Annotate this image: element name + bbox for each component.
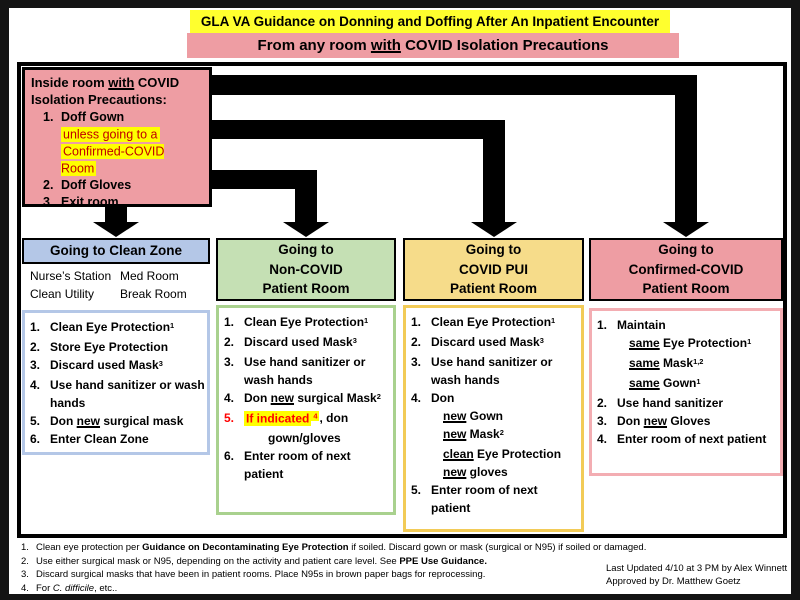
text-segment: new	[76, 414, 101, 428]
text-segment: gown/gloves	[268, 431, 341, 445]
text-segment: Mask	[466, 427, 500, 441]
list-item-number: 2.	[224, 335, 235, 349]
list-item-line	[244, 391, 381, 405]
list-item-line	[61, 178, 131, 192]
list-item-number: 3.	[43, 195, 54, 209]
list-item-number: 3.	[597, 414, 608, 428]
list-item-text	[431, 353, 579, 389]
list-item-number: 5.	[30, 414, 41, 428]
list-item	[597, 430, 778, 448]
arrow-shaft-to-confirmed-covid	[675, 75, 697, 222]
list-item	[14, 541, 786, 555]
arrow-arm-to-covid-pui	[208, 120, 505, 139]
list-item-text	[61, 194, 203, 211]
text-segment: Enter room of next patient	[244, 449, 351, 481]
list-item-line	[36, 542, 646, 553]
arrow-head-to-non-covid	[283, 222, 329, 237]
list-item	[30, 430, 205, 448]
list-item	[30, 376, 205, 412]
text-segment: 3	[158, 358, 163, 368]
text-line: Nurse’s Station	[30, 269, 112, 283]
list-item-line	[50, 340, 168, 354]
text-segment: 4	[313, 411, 318, 421]
list-item-number: 1.	[411, 315, 422, 329]
list-item-line	[244, 449, 351, 481]
list-item-line	[629, 334, 778, 354]
text-line: Going to Clean Zone	[50, 243, 182, 258]
text-segment: COVID Isolation Precautions:	[31, 75, 180, 107]
text-line: Patient Room	[449, 281, 537, 296]
text-segment: C. difficile	[52, 582, 95, 594]
text-segment: Enter room of next patient	[431, 483, 538, 515]
rich-text	[258, 37, 609, 54]
list-item	[411, 353, 579, 389]
list-item-line	[244, 355, 365, 387]
text-segment: Eye Protection	[473, 447, 562, 461]
list-item	[30, 356, 205, 376]
list-item-text	[61, 109, 203, 177]
list-item-number: 1.	[43, 110, 54, 124]
text-segment: new	[443, 409, 467, 423]
list-item-line	[431, 315, 555, 329]
text-segment: Gown	[659, 376, 697, 390]
text-segment: , don	[319, 411, 349, 425]
steps-non-covid	[216, 305, 396, 515]
steps-covid-pui	[403, 305, 584, 532]
list-item-number: 3.	[30, 358, 41, 372]
start-box-title	[31, 74, 203, 108]
list-item-number: 6.	[30, 432, 41, 446]
list-item-line	[431, 391, 454, 405]
list-item-number: 4.	[597, 432, 608, 446]
list-item-line	[61, 110, 124, 124]
list-item-line	[629, 354, 778, 374]
list-item	[43, 177, 203, 194]
text-segment: From any room	[257, 37, 371, 54]
text-segment: 2	[499, 427, 504, 437]
list-item-line	[431, 355, 552, 387]
list-item-line	[268, 429, 391, 447]
header-confirmed-covid	[589, 238, 783, 301]
list-item-text	[431, 389, 579, 481]
text-line: Going to	[658, 242, 714, 257]
text-segment: 1	[696, 376, 701, 386]
list-item-line	[61, 126, 203, 143]
text-segment: 2	[376, 391, 381, 401]
list-item-line	[50, 358, 163, 372]
text-segment: new	[443, 427, 467, 441]
list-item-line	[431, 483, 538, 515]
text-line: Patient Room	[642, 281, 730, 296]
list-item	[411, 333, 579, 353]
text-segment: same	[629, 356, 660, 370]
text-line: Break Room	[120, 287, 187, 301]
list-item-text	[244, 409, 391, 447]
list-item-text	[244, 447, 391, 483]
text-line: Going to	[465, 242, 522, 257]
text-segment: Guidance on Decontaminating Eye Protection	[142, 542, 349, 553]
text-line: Med Room	[120, 269, 179, 283]
text-segment: 1	[747, 336, 752, 346]
rich-text	[31, 75, 179, 107]
subtitle	[187, 33, 679, 58]
text-segment: Doff Gown	[61, 110, 125, 124]
text-line: Non-COVID	[269, 261, 343, 277]
start-box	[22, 67, 212, 207]
list-item-line	[36, 583, 117, 594]
text-segment: new	[270, 391, 295, 405]
screen-edge-top	[0, 0, 800, 8]
list-item-number: 2.	[43, 178, 54, 192]
list-item-number: 5.	[224, 411, 235, 425]
list-item-number: 2.	[597, 396, 608, 410]
text-line: Patient Room	[262, 281, 350, 296]
list-item-text	[617, 412, 778, 430]
list-item-number: 1.	[224, 315, 235, 329]
list-item	[411, 313, 579, 333]
list-item	[597, 412, 778, 430]
arrow-head-to-clean-zone	[93, 222, 139, 237]
text-segment: Clean eye protection per	[36, 542, 143, 553]
list-item-text	[50, 412, 205, 430]
text-segment: Inside room	[31, 75, 109, 90]
text-segment: PPE Use Guidance.	[399, 555, 487, 567]
text-segment: If indicated	[246, 411, 310, 425]
text-segment: Confirmed-COVID Room	[61, 144, 165, 175]
list-item-number: 2.	[30, 340, 41, 354]
steps-confirmed-covid	[589, 308, 783, 476]
text-segment: Use hand sanitizer or wash hands	[431, 355, 553, 387]
text-segment: Clean Eye Protection	[431, 315, 552, 329]
list-item-text	[244, 389, 391, 409]
list-item-number: 1.	[21, 542, 29, 553]
list-item-line	[443, 425, 579, 445]
list-item	[43, 109, 203, 177]
text-segment: Doff Gloves	[61, 178, 132, 192]
list-item	[30, 412, 205, 430]
text-segment: new	[443, 465, 467, 479]
text-segment: Gown	[466, 409, 504, 423]
list-item-text	[431, 313, 579, 333]
list-item	[411, 389, 579, 481]
list-item-text	[244, 333, 391, 353]
credits-updated: Last Updated 4/10 at 3 PM by Alex Winnett	[606, 563, 788, 574]
list-item-text	[431, 481, 579, 517]
text-segment: Use hand sanitizer or wash hands	[50, 378, 205, 410]
list-item-line	[244, 315, 368, 329]
text-segment: surgical mask	[100, 414, 184, 428]
list-item-line	[617, 318, 666, 332]
list-item-number: 3.	[411, 355, 422, 369]
text-segment: Exit room	[61, 195, 119, 209]
list-item-line	[443, 445, 579, 463]
text-segment: Discard used Mask	[50, 358, 159, 372]
list-item-text	[50, 338, 205, 356]
text-segment: Mask	[659, 356, 694, 370]
text-segment: with	[370, 37, 401, 54]
list-item-number: 5.	[411, 483, 422, 497]
list-item-line	[443, 407, 579, 425]
text-segment: Don	[617, 414, 644, 428]
list-item-line	[50, 320, 174, 334]
list-item-number: 3.	[21, 569, 29, 580]
text-segment: 3	[352, 335, 357, 345]
list-item-number: 2.	[411, 335, 422, 349]
list-item-number: 4.	[224, 391, 235, 405]
text-segment: Use hand sanitizer	[617, 396, 724, 410]
header-non-covid	[216, 238, 396, 301]
list-item-number: 4.	[30, 378, 41, 392]
text-segment: For	[36, 582, 53, 594]
list-item-line	[244, 335, 357, 349]
list-item	[224, 409, 391, 447]
text-segment: Use hand sanitizer or wash hands	[244, 355, 366, 387]
list-item-line	[617, 396, 723, 410]
list-item-number: 4.	[21, 582, 29, 594]
list-item	[224, 447, 391, 483]
list-item-text	[617, 394, 778, 412]
clean-zone-room-labels	[24, 267, 208, 303]
text-segment: new	[643, 414, 668, 428]
text-segment: Maintain	[617, 318, 666, 332]
text-segment: clean	[443, 447, 474, 461]
list-item	[30, 318, 205, 338]
list-item-number: 1.	[597, 318, 608, 332]
list-item-line	[443, 463, 579, 481]
list-item-number: 4.	[411, 391, 422, 405]
text-segment: COVID Isolation Precautions	[400, 37, 609, 54]
header-covid-pui	[403, 238, 584, 301]
list-item-number: 2.	[21, 555, 29, 567]
text-segment: Clean Eye Protection	[244, 315, 365, 329]
start-box-steps	[43, 109, 203, 211]
text-segment: Discard used Mask	[244, 335, 353, 349]
text-segment: surgical Mask	[294, 391, 377, 405]
list-item	[224, 353, 391, 389]
list-item-line	[617, 432, 766, 446]
list-item-line	[61, 195, 119, 209]
text-segment: Gloves	[667, 414, 711, 428]
text-segment: Discard surgical masks that have been in patient rooms. Place N95s in brown paper bags for reprocessing.	[36, 569, 486, 580]
arrow-shaft-to-covid-pui	[483, 120, 505, 222]
text-segment: 1	[170, 320, 175, 330]
screen-edge-right	[791, 0, 800, 600]
text-segment: Don	[244, 391, 271, 405]
text-segment: unless going to a	[63, 127, 158, 141]
list-item	[411, 481, 579, 517]
text-segment: gloves	[466, 465, 508, 479]
text-segment: Enter room of next patient	[617, 432, 767, 446]
text-segment: 1	[551, 315, 556, 325]
screen-edge-left	[0, 0, 9, 600]
list-item-line	[629, 374, 778, 394]
list-item-line	[617, 414, 710, 428]
list-item-number: 1.	[30, 320, 41, 334]
list-item-text	[36, 541, 786, 555]
text-segment: same	[629, 336, 660, 350]
text-segment: Store Eye Protection	[50, 340, 169, 354]
list-item-text	[617, 430, 778, 448]
text-segment: 3	[539, 335, 544, 345]
list-item-text	[50, 376, 205, 412]
text-segment: Clean Eye Protection	[50, 320, 171, 334]
list-item-line	[36, 569, 485, 580]
text-segment: if soiled. Discard gown or mask (surgical or N95) if soiled or damaged.	[348, 542, 647, 553]
steps-clean-zone	[22, 310, 210, 455]
arrow-arm-to-confirmed-covid	[208, 75, 697, 95]
list-item-line	[431, 335, 544, 349]
arrow-head-to-covid-pui	[471, 222, 517, 237]
text-segment: Don	[50, 414, 77, 428]
credits	[606, 562, 787, 588]
list-item-number: 3.	[224, 355, 235, 369]
text-line: Going to	[278, 242, 334, 257]
list-item	[597, 394, 778, 412]
list-item-text	[244, 353, 391, 389]
list-item-text	[50, 430, 205, 448]
text-segment: Use either surgical mask or N95, depending on the activity and patient care level. See	[36, 555, 400, 567]
text-line: Confirmed-COVID	[628, 261, 744, 277]
list-item-line	[61, 143, 203, 177]
text-segment: same	[629, 376, 660, 390]
text-segment: 1	[364, 315, 369, 325]
list-item-line	[50, 414, 183, 428]
list-item-line	[36, 556, 487, 567]
header-clean-zone	[22, 238, 210, 264]
list-item-text	[244, 313, 391, 333]
credits-approved: Approved by Dr. Matthew Goetz	[606, 576, 741, 587]
list-item-line	[50, 432, 149, 446]
list-item-text	[431, 333, 579, 353]
list-item	[224, 313, 391, 333]
list-item	[224, 389, 391, 409]
list-item-text	[61, 177, 203, 194]
text-segment: Enter Clean Zone	[50, 432, 149, 446]
text-line: COVID PUI	[458, 261, 528, 277]
text-segment: Don	[431, 391, 455, 405]
arrow-shaft-to-non-covid	[295, 170, 317, 222]
list-item-line	[50, 378, 205, 410]
list-item-text	[50, 356, 205, 376]
text-segment: Discard used Mask	[431, 335, 540, 349]
clean-zone-rooms-left	[24, 267, 120, 303]
list-item	[43, 194, 203, 211]
text-segment: with	[108, 75, 135, 90]
list-item-number: 6.	[224, 449, 235, 463]
list-item-text	[617, 316, 778, 394]
text-segment: 1,2	[693, 356, 704, 366]
list-item	[597, 316, 778, 394]
list-item	[224, 333, 391, 353]
list-item-text	[50, 318, 205, 338]
text-segment: , etc..	[94, 582, 118, 594]
list-item-line	[244, 411, 348, 425]
clean-zone-rooms-right	[120, 267, 208, 303]
main-title: GLA VA Guidance on Donning and Doffing After An Inpatient Encounter	[190, 10, 670, 33]
list-item	[30, 338, 205, 356]
arrow-head-to-confirmed-covid	[663, 222, 709, 237]
text-line: Clean Utility	[30, 287, 95, 301]
text-segment: Eye Protection	[659, 336, 748, 350]
